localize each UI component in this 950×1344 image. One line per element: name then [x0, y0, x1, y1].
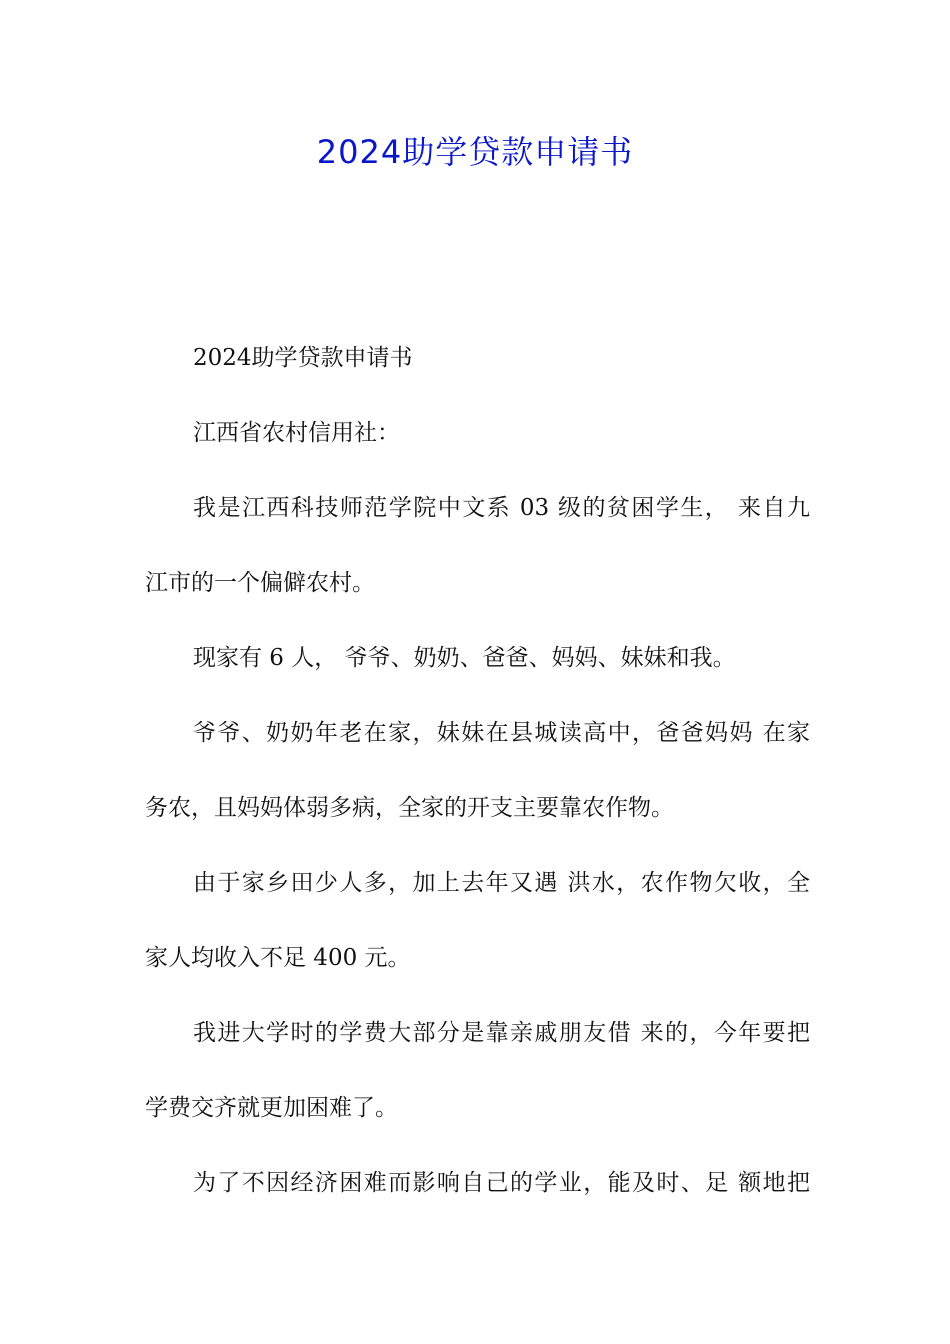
paragraph-line: 爷爷、奶奶年老在家，妹妹在县城读高中，爸爸妈妈 在家 — [193, 720, 810, 746]
paragraph-line: 由于家乡田少人多，加上去年又遇 洪水，农作物欠收，全 — [193, 870, 810, 896]
salutation-heading: 2024助学贷款申请书 — [193, 345, 413, 371]
paragraph-line: 我进大学时的学费大部分是靠亲戚朋友借 来的，今年要把 — [193, 1020, 810, 1046]
paragraph-line: 家人均收入不足 400 元。 — [145, 945, 411, 971]
paragraph-line: 我是江西科技师范学院中文系 03 级的贫困学生， 来自九 — [193, 495, 810, 521]
paragraph-line: 学费交齐就更加困难了。 — [145, 1095, 398, 1121]
addressee-line: 江西省农村信用社： — [193, 420, 400, 446]
paragraph-line: 现家有 6 人， 爷爷、奶奶、爸爸、妈妈、妹妹和我。 — [193, 645, 736, 671]
document-title: 2024助学贷款申请书 — [316, 133, 634, 171]
paragraph-line: 务农，且妈妈体弱多病，全家的开支主要靠农作物。 — [145, 795, 674, 821]
paragraph-line: 为了不因经济困难而影响自己的学业，能及时、足 额地把 — [193, 1170, 810, 1196]
paragraph-line: 江市的一个偏僻农村。 — [145, 570, 375, 596]
